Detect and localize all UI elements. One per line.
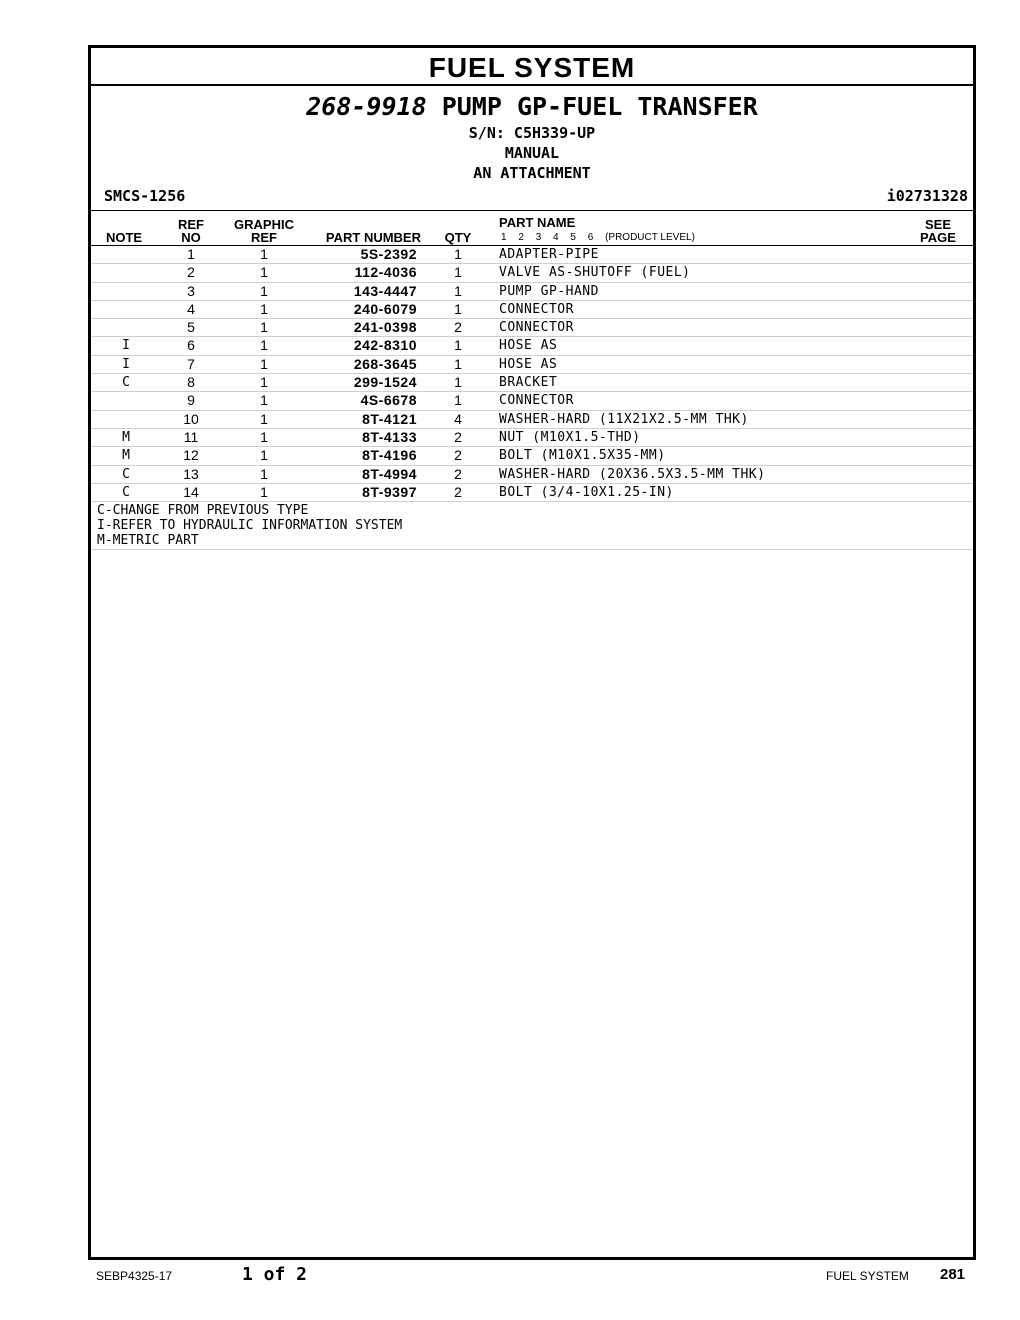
cell-part-name: BOLT (3/4-10X1.25-IN) bbox=[499, 484, 674, 500]
cell-part-number[interactable]: 268-3645 bbox=[353, 355, 417, 372]
cell-part-number[interactable]: 4S-6678 bbox=[360, 392, 417, 409]
cell-part-name: BOLT (M10X1.5X35-MM) bbox=[499, 448, 666, 464]
cell-part-name: VALVE AS-SHUTOFF (FUEL) bbox=[499, 265, 691, 281]
cell-part-number[interactable]: 241-0398 bbox=[353, 319, 417, 336]
cell-part-number[interactable]: 143-4447 bbox=[353, 282, 417, 299]
parts-table bbox=[91, 245, 973, 550]
cell-part-number[interactable]: 8T-4994 bbox=[362, 465, 417, 482]
cell-part-number[interactable]: 5S-2392 bbox=[360, 246, 417, 262]
footer-page-number: 281 bbox=[940, 1266, 966, 1283]
cell-part-name: CONNECTOR bbox=[499, 301, 574, 317]
level-5: 5 bbox=[570, 232, 576, 243]
cell-ref: 11 bbox=[183, 428, 199, 445]
cell-note: C bbox=[122, 484, 130, 500]
cell-ref: 3 bbox=[187, 282, 195, 299]
level-4: 4 bbox=[553, 232, 559, 243]
cell-part-name: CONNECTOR bbox=[499, 320, 574, 336]
table-row bbox=[91, 483, 973, 501]
cell-graphic-ref: 1 bbox=[260, 300, 268, 317]
col-ref-bottom: NO bbox=[181, 230, 201, 245]
product-levels bbox=[501, 232, 704, 243]
group-part-number: 268-9918 bbox=[306, 92, 427, 121]
cell-qty: 4 bbox=[454, 410, 462, 427]
level-label: (PRODUCT LEVEL) bbox=[605, 232, 695, 243]
table-row bbox=[91, 300, 973, 318]
col-see-bottom: PAGE bbox=[920, 230, 956, 245]
cell-note: I bbox=[122, 356, 130, 372]
cell-qty: 2 bbox=[454, 319, 462, 336]
level-1: 1 bbox=[501, 232, 507, 243]
cell-note: M bbox=[122, 429, 130, 445]
header-divider bbox=[91, 210, 973, 211]
cell-graphic-ref: 1 bbox=[260, 483, 268, 500]
col-graphic-bottom: REF bbox=[251, 230, 277, 245]
cell-ref: 6 bbox=[187, 337, 195, 354]
group-name: PUMP GP-FUEL TRANSFER bbox=[441, 92, 758, 121]
smcs-code: SMCS-1256 bbox=[104, 187, 186, 205]
cell-part-name: ADAPTER-PIPE bbox=[499, 247, 599, 262]
cell-part-number[interactable]: 8T-9397 bbox=[362, 483, 417, 500]
group-line-2: AN ATTACHMENT bbox=[473, 164, 591, 182]
level-2: 2 bbox=[518, 232, 524, 243]
col-part-number: PART NUMBER bbox=[325, 230, 421, 245]
table-row bbox=[91, 263, 973, 281]
col-qty: QTY bbox=[444, 230, 472, 245]
cell-graphic-ref: 1 bbox=[260, 282, 268, 299]
cell-part-number[interactable]: 112-4036 bbox=[354, 264, 417, 281]
table-row bbox=[91, 245, 973, 263]
cell-part-name: NUT (M10X1.5-THD) bbox=[499, 429, 641, 445]
table-row bbox=[91, 410, 973, 428]
group-heading bbox=[91, 92, 973, 122]
cell-qty: 1 bbox=[454, 392, 462, 409]
cell-ref: 10 bbox=[183, 410, 199, 427]
cell-graphic-ref: 1 bbox=[260, 410, 268, 427]
cell-part-number[interactable]: 8T-4121 bbox=[362, 410, 417, 427]
col-graphic-top: GRAPHIC bbox=[234, 217, 294, 232]
cell-part-number[interactable]: 8T-4196 bbox=[362, 447, 417, 464]
footer-page-of: 1 of 2 bbox=[242, 1264, 308, 1285]
cell-part-name: PUMP GP-HAND bbox=[499, 283, 599, 299]
cell-graphic-ref: 1 bbox=[260, 428, 268, 445]
cell-ref: 1 bbox=[187, 246, 195, 262]
level-6: 6 bbox=[587, 232, 594, 243]
table-row bbox=[91, 428, 973, 446]
cell-ref: 5 bbox=[187, 319, 195, 336]
cell-note: C bbox=[122, 375, 130, 391]
parts-page-frame bbox=[88, 45, 976, 1260]
cell-graphic-ref: 1 bbox=[260, 264, 268, 281]
cell-qty: 1 bbox=[454, 374, 462, 391]
cell-graphic-ref: 1 bbox=[260, 465, 268, 482]
cell-qty: 1 bbox=[454, 264, 462, 281]
cell-qty: 1 bbox=[454, 246, 462, 262]
cell-graphic-ref: 1 bbox=[260, 392, 268, 409]
cell-ref: 4 bbox=[187, 300, 195, 317]
cell-note: C bbox=[122, 466, 130, 482]
cell-qty: 1 bbox=[454, 282, 462, 299]
table-row bbox=[91, 391, 973, 409]
illustration-id: i02731328 bbox=[886, 187, 968, 205]
table-row bbox=[91, 465, 973, 483]
cell-part-name: HOSE AS bbox=[499, 338, 558, 354]
level-3: 3 bbox=[535, 232, 542, 243]
cell-ref: 14 bbox=[183, 483, 199, 500]
cell-part-number[interactable]: 242-8310 bbox=[353, 337, 417, 354]
cell-graphic-ref: 1 bbox=[260, 374, 268, 391]
cell-graphic-ref: 1 bbox=[260, 319, 268, 336]
footer-doc-id: SEBP4325-17 bbox=[96, 1269, 173, 1283]
cell-part-name: BRACKET bbox=[499, 375, 558, 391]
footer-section: FUEL SYSTEM bbox=[826, 1269, 909, 1283]
cell-note: M bbox=[122, 448, 130, 464]
col-part-name: PART NAME bbox=[499, 215, 576, 230]
cell-qty: 2 bbox=[454, 428, 462, 445]
cell-part-name: HOSE AS bbox=[499, 356, 558, 372]
cell-part-number[interactable]: 240-6079 bbox=[353, 300, 417, 317]
table-row bbox=[91, 373, 973, 391]
cell-part-name: WASHER-HARD (11X21X2.5-MM THK) bbox=[499, 411, 749, 427]
note-i: I-REFER TO HYDRAULIC INFORMATION SYSTEM bbox=[97, 518, 403, 534]
group-line-1: MANUAL bbox=[504, 144, 560, 162]
section-title: FUEL SYSTEM bbox=[91, 48, 973, 86]
cell-qty: 1 bbox=[454, 355, 462, 372]
cell-qty: 2 bbox=[454, 465, 462, 482]
cell-qty: 1 bbox=[454, 300, 462, 317]
cell-graphic-ref: 1 bbox=[260, 447, 268, 464]
col-note: NOTE bbox=[105, 230, 143, 245]
cell-ref: 7 bbox=[187, 355, 195, 372]
notes-legend bbox=[91, 501, 973, 550]
col-see-top: SEE bbox=[924, 217, 951, 232]
table-row bbox=[91, 282, 973, 300]
cell-graphic-ref: 1 bbox=[260, 355, 268, 372]
cell-qty: 1 bbox=[454, 337, 462, 354]
cell-graphic-ref: 1 bbox=[260, 337, 268, 354]
cell-part-name: CONNECTOR bbox=[499, 393, 574, 409]
cell-graphic-ref: 1 bbox=[260, 246, 268, 262]
note-m: M-METRIC PART bbox=[97, 533, 199, 549]
serial-range: S/N: C5H339-UP bbox=[468, 124, 596, 142]
cell-ref: 9 bbox=[187, 392, 195, 409]
cell-qty: 2 bbox=[454, 447, 462, 464]
cell-part-number[interactable]: 8T-4133 bbox=[362, 428, 417, 445]
table-row bbox=[91, 336, 973, 354]
table-row bbox=[91, 318, 973, 336]
cell-qty: 2 bbox=[454, 483, 462, 500]
note-c: C-CHANGE FROM PREVIOUS TYPE bbox=[97, 503, 309, 519]
cell-ref: 2 bbox=[187, 264, 195, 281]
cell-ref: 12 bbox=[183, 447, 199, 464]
cell-part-name: WASHER-HARD (20X36.5X3.5-MM THK) bbox=[499, 466, 766, 482]
cell-ref: 13 bbox=[183, 465, 199, 482]
table-row bbox=[91, 446, 973, 464]
cell-part-number[interactable]: 299-1524 bbox=[353, 374, 417, 391]
col-ref-top: REF bbox=[178, 217, 204, 232]
cell-note: I bbox=[122, 338, 130, 354]
cell-ref: 8 bbox=[187, 374, 195, 391]
table-row bbox=[91, 355, 973, 373]
